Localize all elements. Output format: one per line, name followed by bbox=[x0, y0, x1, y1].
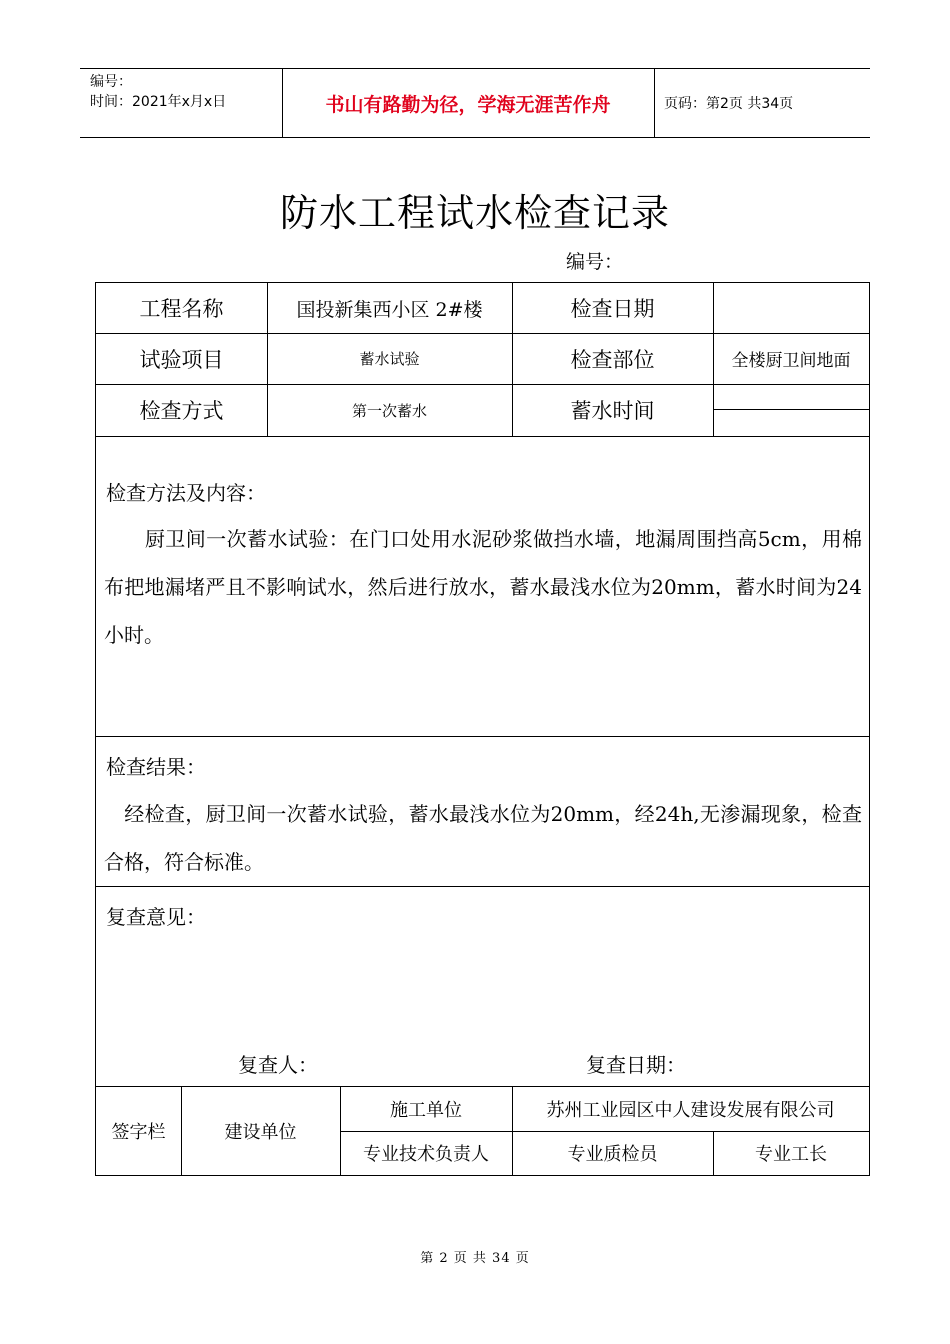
check-area-label: 检查部位 bbox=[570, 347, 655, 372]
check-date-label: 检查日期 bbox=[570, 297, 655, 321]
contractor-label: 施工单位 bbox=[390, 1099, 462, 1121]
result-heading: 检查结果： bbox=[106, 755, 206, 779]
sign-label: 签字栏 bbox=[111, 1121, 166, 1143]
row-divider bbox=[96, 436, 869, 437]
check-date-value bbox=[713, 283, 869, 333]
project-name-value: 国投新集西小区 2#楼 bbox=[296, 298, 483, 321]
check-area-value: 全楼厨卫间地面 bbox=[731, 351, 851, 371]
check-method-label: 检查方式 bbox=[139, 399, 224, 423]
header-motto: 书山有路勤为径，学海无涯苦作舟 bbox=[325, 93, 611, 116]
review-date-label: 复查日期： bbox=[586, 1053, 686, 1077]
owner-label: 建设单位 bbox=[224, 1121, 297, 1143]
page-footer: 第 2 页 共 34 页 bbox=[420, 1251, 530, 1266]
test-item-label: 试验项目 bbox=[139, 347, 224, 372]
review-heading: 复查意见： bbox=[106, 905, 206, 929]
tech-lead-label: 专业技术负责人 bbox=[363, 1144, 489, 1165]
method-body: 厨卫间一次蓄水试验：在门口处用水泥砂浆做挡水墙，地漏周围挡高5cm，用棉布把地漏堵严且不影响试水，然后进行放水，蓄水最浅水位为20mm，蓄水时间为24小时。 bbox=[104, 527, 862, 647]
result-body: 经检查，厨卫间一次蓄水试验，蓄水最浅水位为20mm，经24h,无渗漏现象，检查合格，符合标准。 bbox=[104, 802, 862, 874]
contractor-value: 苏州工业园区中人建设发展有限公司 bbox=[546, 1099, 835, 1121]
qc-label: 专业质检员 bbox=[567, 1144, 658, 1165]
storage-time-value-1 bbox=[713, 384, 869, 409]
reviewer-label: 复查人： bbox=[238, 1053, 318, 1077]
record-number-label: 编号： bbox=[566, 251, 624, 273]
row-divider bbox=[96, 736, 869, 737]
method-heading: 检查方法及内容： bbox=[106, 481, 266, 505]
inspection-table bbox=[95, 282, 870, 1176]
document-title: 防水工程试水检查记录 bbox=[279, 191, 670, 235]
storage-time-value-2 bbox=[713, 409, 869, 436]
header-divider bbox=[654, 69, 655, 137]
serial-label: 编号： bbox=[90, 74, 132, 90]
project-name-label: 工程名称 bbox=[139, 297, 224, 321]
storage-time-label: 蓄水时间 bbox=[570, 399, 655, 423]
test-item-value: 蓄水试验 bbox=[359, 350, 420, 368]
header-page-info: 页码：第2页 共34页 bbox=[664, 96, 794, 112]
header-meta bbox=[90, 72, 226, 112]
page-header bbox=[80, 68, 870, 138]
row-divider bbox=[96, 886, 869, 887]
time-label: 时间：2021年x月x日 bbox=[90, 94, 227, 110]
foreman-label: 专业工长 bbox=[755, 1144, 827, 1165]
check-method-value: 第一次蓄水 bbox=[351, 401, 427, 420]
